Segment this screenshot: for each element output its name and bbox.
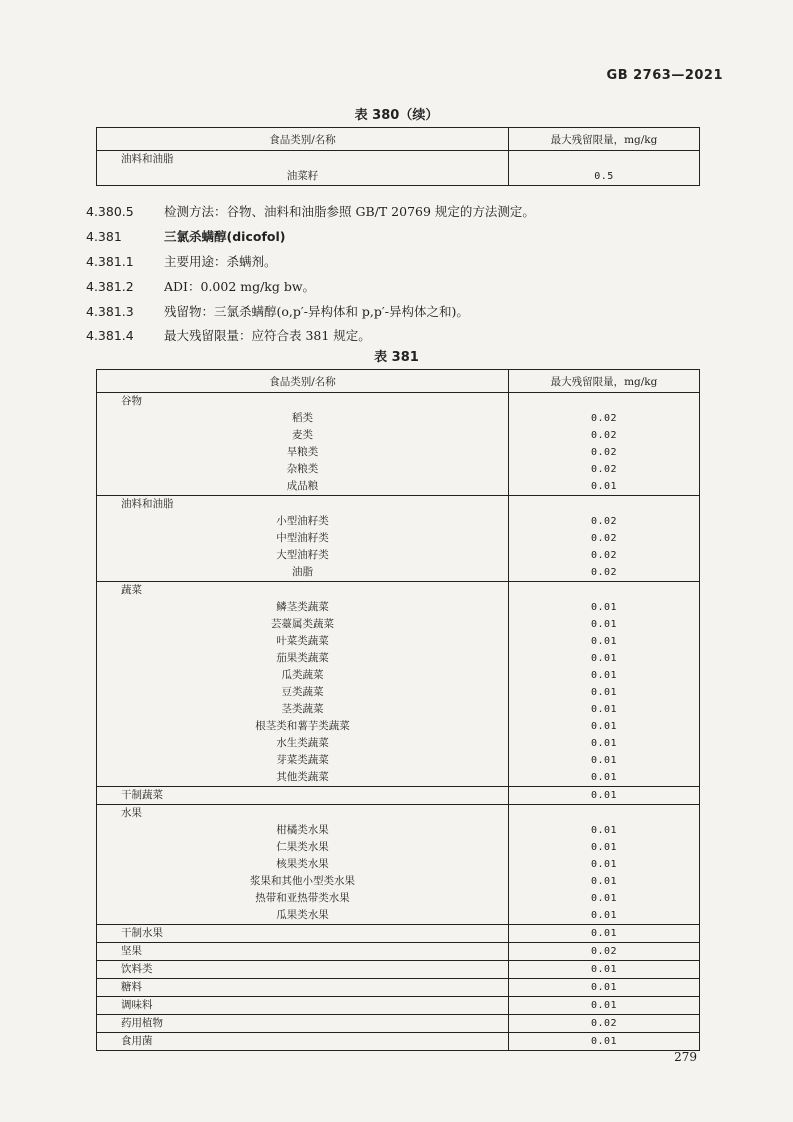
table-row	[97, 444, 700, 461]
clause-number: 4.381.1	[86, 254, 134, 269]
item-name: 成品粮	[97, 478, 509, 496]
table-row	[97, 616, 700, 633]
item-value: 0.02	[590, 447, 618, 458]
item-name: 麦类	[97, 427, 509, 444]
table-row	[97, 496, 700, 514]
paragraph-4-381	[86, 227, 285, 245]
col-header-name: 食品类别/名称	[97, 370, 509, 393]
clause-heading: 三氯杀螨醇(dicofol)	[164, 229, 286, 244]
table-row	[97, 410, 700, 427]
group-name: 食用菌	[97, 1033, 509, 1051]
table-row	[97, 718, 700, 735]
paragraph-4-381-3	[86, 302, 469, 320]
table-380	[96, 127, 700, 186]
table-row	[97, 547, 700, 564]
item-name: 根茎类和薯芋类蔬菜	[97, 718, 509, 735]
paragraph-4-380-5	[86, 202, 535, 220]
group-name: 油料和油脂	[97, 151, 509, 169]
table-row	[97, 513, 700, 530]
group-name: 药用植物	[97, 1015, 509, 1033]
table-row	[97, 650, 700, 667]
item-value: 0.01	[509, 769, 700, 787]
table-row	[97, 873, 700, 890]
table-row	[97, 735, 700, 752]
table-row	[97, 979, 700, 997]
item-value: 0.02	[590, 464, 618, 475]
col-header-name: 食品类别/名称	[97, 128, 509, 151]
table-row	[97, 907, 700, 925]
item-value: 0.5	[594, 171, 614, 182]
group-name: 坚果	[97, 943, 509, 961]
item-value: 0.02	[590, 550, 618, 561]
item-value: 0.01	[590, 842, 618, 853]
clause-number: 4.380.5	[86, 204, 134, 219]
item-name: 油脂	[97, 564, 509, 582]
item-value: 0.01	[590, 755, 618, 766]
group-value	[509, 582, 700, 600]
table-row	[97, 530, 700, 547]
group-name: 糖料	[97, 979, 509, 997]
group-name: 干制水果	[97, 925, 509, 943]
group-value: 0.02	[509, 1015, 700, 1033]
item-value: 0.01	[590, 687, 618, 698]
item-value: 0.01	[590, 893, 618, 904]
group-value	[509, 496, 700, 514]
item-name: 浆果和其他小型类水果	[97, 873, 509, 890]
table-row	[97, 890, 700, 907]
item-name: 杂粮类	[97, 461, 509, 478]
clause-number: 4.381.3	[86, 304, 134, 319]
table-row	[97, 822, 700, 839]
item-value: 0.01	[590, 602, 618, 613]
table-row	[97, 478, 700, 496]
group-name: 饮料类	[97, 961, 509, 979]
item-value: 0.01	[590, 619, 618, 630]
group-value: 0.01	[509, 925, 700, 943]
table-row	[97, 856, 700, 873]
group-name: 调味料	[97, 997, 509, 1015]
item-name: 油菜籽	[97, 168, 509, 186]
table-381-body	[97, 393, 700, 1051]
table-381-caption: 表 381	[374, 350, 419, 365]
col-header-value: 最大残留限量，mg/kg	[509, 370, 700, 393]
item-name: 核果类水果	[97, 856, 509, 873]
clause-number: 4.381	[86, 229, 122, 244]
item-value: 0.01	[509, 478, 700, 496]
item-name: 小型油籽类	[97, 513, 509, 530]
item-name: 旱粮类	[97, 444, 509, 461]
item-value: 0.02	[590, 430, 618, 441]
group-value: 0.01	[509, 997, 700, 1015]
table-row	[97, 925, 700, 943]
item-name: 水生类蔬菜	[97, 735, 509, 752]
group-name: 干制蔬菜	[97, 787, 509, 805]
item-value: 0.02	[590, 533, 618, 544]
item-value: 0.01	[590, 670, 618, 681]
table-row	[97, 839, 700, 856]
table-row	[97, 752, 700, 769]
group-value: 0.02	[509, 943, 700, 961]
item-value: 0.01	[590, 721, 618, 732]
item-name: 茎类蔬菜	[97, 701, 509, 718]
group-value	[509, 805, 700, 823]
item-value: 0.01	[590, 876, 618, 887]
group-name: 水果	[97, 805, 509, 823]
table-row	[97, 943, 700, 961]
table-row	[97, 701, 700, 718]
item-value: 0.01	[590, 636, 618, 647]
item-value: 0.01	[590, 825, 618, 836]
table-row	[97, 769, 700, 787]
paragraph-4-381-4	[86, 326, 371, 344]
table-380-caption: 表 380（续）	[354, 108, 439, 123]
item-name: 柑橘类水果	[97, 822, 509, 839]
clause-number: 4.381.4	[86, 328, 134, 343]
col-header-value: 最大残留限量，mg/kg	[509, 128, 700, 151]
group-value: 0.01	[509, 1033, 700, 1051]
item-name: 鳞茎类蔬菜	[97, 599, 509, 616]
group-name: 谷物	[97, 393, 509, 411]
table-row	[97, 461, 700, 478]
table-row	[97, 599, 700, 616]
table-row	[97, 582, 700, 600]
group-value	[509, 393, 700, 411]
item-name: 其他类蔬菜	[97, 769, 509, 787]
paragraph-4-381-2	[86, 277, 315, 295]
table-row	[97, 997, 700, 1015]
table-row	[97, 787, 700, 805]
item-name: 叶菜类蔬菜	[97, 633, 509, 650]
item-value: 0.01	[590, 738, 618, 749]
clause-text: 残留物：三氯杀螨醇(o,p′-异构体和 p,p′-异构体之和)。	[164, 304, 469, 319]
standard-code: GB 2763—2021	[606, 68, 723, 83]
page-number: 279	[674, 1050, 697, 1064]
clause-text: 检测方法：谷物、油料和油脂参照 GB/T 20769 规定的方法测定。	[164, 204, 535, 219]
table-row	[97, 805, 700, 823]
item-name: 中型油籽类	[97, 530, 509, 547]
item-value: 0.02	[590, 516, 618, 527]
item-name: 瓜果类水果	[97, 907, 509, 925]
item-value: 0.01	[590, 653, 618, 664]
table-row	[97, 684, 700, 701]
item-name: 瓜类蔬菜	[97, 667, 509, 684]
item-value: 0.01	[590, 859, 618, 870]
clause-text: ADI：0.002 mg/kg bw。	[164, 279, 316, 294]
table-row	[97, 393, 700, 411]
clause-text: 主要用途：杀螨剂。	[164, 254, 277, 269]
item-name: 稻类	[97, 410, 509, 427]
table-row	[97, 427, 700, 444]
group-value: 0.01	[509, 787, 700, 805]
item-name: 芽菜类蔬菜	[97, 752, 509, 769]
item-value: 0.01	[509, 907, 700, 925]
paragraph-4-381-1	[86, 252, 277, 270]
table-row	[97, 1033, 700, 1051]
item-value: 0.01	[590, 704, 618, 715]
item-name: 大型油籽类	[97, 547, 509, 564]
clause-text: 最大残留限量：应符合表 381 规定。	[164, 328, 371, 343]
clause-number: 4.381.2	[86, 279, 134, 294]
table-row	[97, 1015, 700, 1033]
item-name: 芸薹属类蔬菜	[97, 616, 509, 633]
table-381	[96, 369, 700, 1051]
item-value: 0.02	[590, 413, 618, 424]
table-row	[97, 564, 700, 582]
item-name: 豆类蔬菜	[97, 684, 509, 701]
group-name: 蔬菜	[97, 582, 509, 600]
group-value: 0.01	[509, 961, 700, 979]
table-row	[97, 667, 700, 684]
item-value: 0.02	[509, 564, 700, 582]
item-name: 热带和亚热带类水果	[97, 890, 509, 907]
item-name: 仁果类水果	[97, 839, 509, 856]
table-row	[97, 961, 700, 979]
table-row	[97, 633, 700, 650]
group-name: 油料和油脂	[97, 496, 509, 514]
item-name: 茄果类蔬菜	[97, 650, 509, 667]
group-value: 0.01	[509, 979, 700, 997]
